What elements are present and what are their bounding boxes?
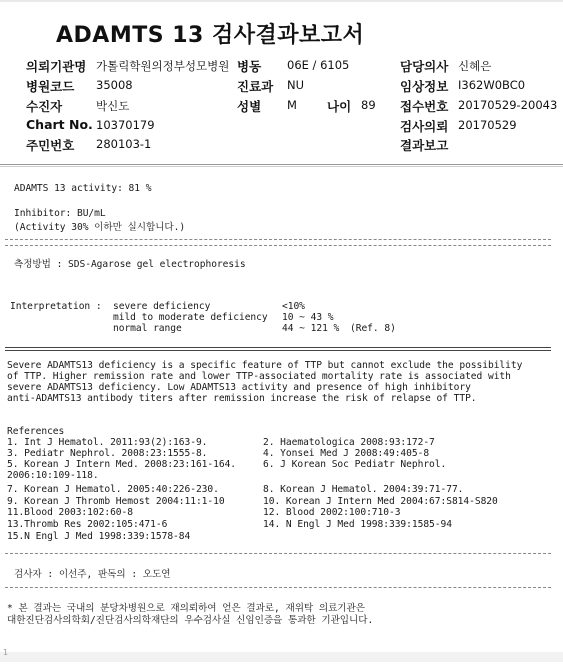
clinical-info-value: I362W0BC0 — [458, 78, 526, 92]
doctor-value: 신혜은 — [458, 59, 492, 73]
footer-note-line: 대한진단검사의학회/진단검사의학재단의 우수검사실 신임인증을 통과한 기관입니다. — [7, 615, 374, 626]
interp-row-range: <10% — [282, 301, 305, 312]
reference-item: 1. Int J Hematol. 2011:93(2):163-9. — [7, 437, 208, 448]
dashed-divider-4 — [5, 587, 551, 588]
dashed-divider-3 — [5, 553, 551, 554]
interp-row-range: 10 ~ 43 % — [282, 312, 334, 323]
reference-item: 2006:10:109-118. — [7, 470, 99, 481]
reference-item: 3. Pediatr Nephrol. 2008:23:1555-8. — [7, 448, 208, 459]
reference-item: 7. Korean J Hematol. 2005:40:226-230. — [7, 484, 219, 495]
reference-item: 9. Korean J Thromb Hemost 2004:11:1-10 — [7, 496, 225, 507]
dashed-divider-2 — [5, 245, 551, 246]
received-value: 20170529-20043 — [458, 98, 558, 112]
chart-no-value: 10370179 — [96, 118, 155, 132]
chart-no-label: Chart No. — [26, 117, 93, 132]
ward-label: 병동 — [237, 59, 262, 74]
institution-value: 가톨릭학원의정부성모병원 — [96, 59, 230, 73]
requested-label: 검사의뢰 — [400, 119, 449, 134]
department-label: 진료과 — [237, 79, 274, 94]
department-value: NU — [287, 78, 305, 92]
sex-label: 성별 — [237, 99, 262, 114]
reference-item: 15.N Engl J Med 1998:339:1578-84 — [7, 531, 191, 542]
footer-note-line: * 본 결과는 국내의 분당차병원으로 재의뢰하여 얻은 결과로, 재위탁 의료기관은 — [7, 603, 365, 614]
patient-label: 수진자 — [26, 99, 63, 114]
reference-item: 13.Thromb Res 2002:105:471-6 — [7, 519, 168, 530]
interp-row-note: (Ref. 8) — [350, 323, 396, 334]
reference-item: 11.Blood 2003:102:60-8 — [7, 507, 133, 518]
result-report-label: 결과보고 — [400, 138, 449, 153]
description-line: Severe ADAMTS13 deficiency is a specific feature of TTP but cannot exclude the possibility — [7, 360, 523, 371]
report-title: ADAMTS 13 검사결과보고서 — [56, 23, 365, 48]
signoff-line: 검사자 : 이선주, 판독의 : 오도연 — [14, 569, 171, 580]
interp-row-label: mild to moderate deficiency — [113, 312, 268, 323]
references-heading: References — [7, 426, 65, 437]
reference-item: 12. Blood 2002:100:710-3 — [263, 507, 401, 518]
clinical-info-label: 임상정보 — [400, 79, 449, 94]
solid-divider-2 — [5, 350, 551, 351]
ward-value: 06E / 6105 — [287, 58, 350, 72]
inhibitor-line: Inhibitor: BU/mL — [14, 208, 106, 219]
description-line: severe ADAMTS13 deficiency. Low ADAMTS13 activity and presence of high inhibitory — [7, 382, 471, 393]
interp-row-range: 44 ~ 121 % — [282, 323, 340, 334]
solid-divider-1 — [5, 347, 551, 348]
doctor-label: 담당의사 — [400, 59, 449, 74]
page-bottom-band — [0, 652, 563, 662]
interpretation-label: Interpretation : — [10, 301, 102, 312]
rrn-label: 주민번호 — [26, 138, 75, 153]
header-divider — [0, 164, 563, 165]
reference-item: 10. Korean J Intern Med 2004:67:S814-S820 — [263, 496, 498, 507]
reference-item: 2. Haematologica 2008:93:172-7 — [263, 437, 435, 448]
reference-item: 5. Korean J Intern Med. 2008:23:161-164. — [7, 459, 237, 470]
reference-item: 4. Yonsei Med J 2008:49:405-8 — [263, 448, 430, 459]
top-border — [0, 0, 563, 2]
hospital-code-label: 병원코드 — [26, 79, 75, 94]
dashed-divider-1 — [5, 239, 551, 240]
reference-item: 6. J Korean Soc Pediatr Nephrol. — [263, 459, 447, 470]
method-line: 측정방법 : SDS-Agarose gel electrophoresis — [14, 259, 246, 270]
hospital-code-value: 35008 — [96, 78, 133, 92]
activity-line: ADAMTS 13 activity: 81 % — [14, 183, 152, 194]
received-label: 접수번호 — [400, 99, 449, 114]
institution-label: 의뢰기관명 — [26, 59, 87, 74]
description-line: anti-ADAMTS13 antibody titers after remission increase the risk of relapse of TTP. — [7, 393, 477, 404]
age-value: 89 — [361, 98, 376, 112]
sex-value: M — [287, 98, 297, 112]
reference-item: 14. N Engl J Med 1998:339:1585-94 — [263, 519, 452, 530]
age-label: 나이 — [327, 99, 352, 114]
description-line: of TTP. Higher remission rate and lower TTP-associated mortality rate is associated with — [7, 371, 511, 382]
reference-item: 8. Korean J Hematol. 2004:39:71-77. — [263, 484, 464, 495]
inhibitor-note: (Activity 30% 이하만 실시합니다.) — [14, 222, 186, 233]
header-divider-shadow — [0, 166, 563, 167]
patient-value: 박신도 — [96, 99, 130, 113]
interp-row-label: normal range — [113, 323, 182, 334]
page-marker: 1 — [3, 648, 9, 657]
rrn-value: 280103-1 — [96, 137, 152, 151]
interp-row-label: severe deficiency — [113, 301, 211, 312]
requested-value: 20170529 — [458, 118, 517, 132]
